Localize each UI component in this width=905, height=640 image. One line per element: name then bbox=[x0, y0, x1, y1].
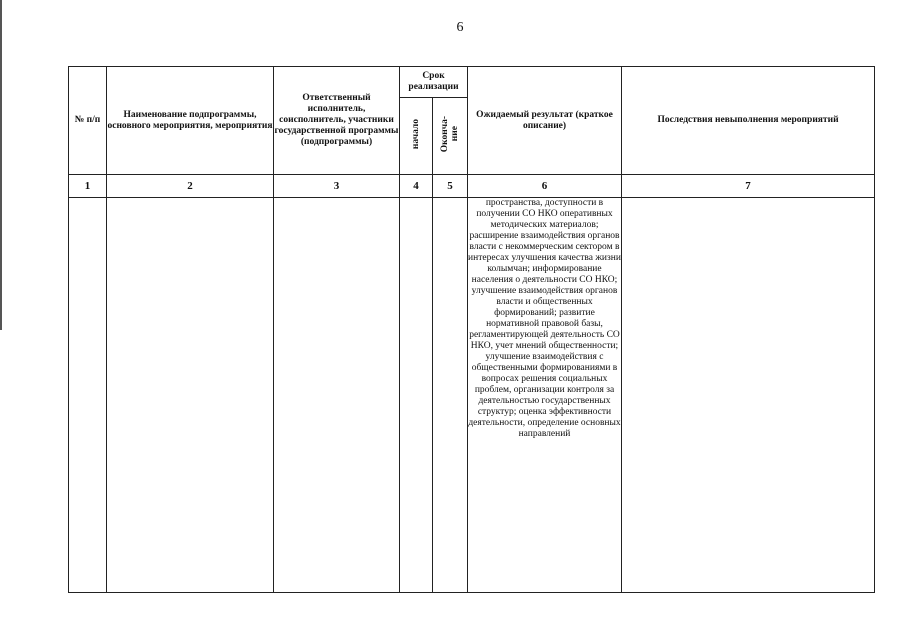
page-edge-rule bbox=[0, 0, 2, 330]
column-number: 7 bbox=[622, 175, 875, 198]
table-row bbox=[69, 198, 875, 593]
column-number: 2 bbox=[107, 175, 274, 198]
column-number: 1 bbox=[69, 175, 107, 198]
header-start-label: начало bbox=[411, 118, 421, 150]
row-cell-name bbox=[107, 198, 274, 593]
header-consequences: Последствия невыполнения мероприятий bbox=[622, 67, 875, 175]
activities-table bbox=[68, 66, 875, 593]
row-cell-number bbox=[69, 198, 107, 593]
header-expected-result: Ожидаемый результат (краткое описание) bbox=[468, 67, 622, 175]
column-number: 4 bbox=[400, 175, 433, 198]
header-row-top bbox=[69, 67, 875, 98]
header-term-group: Срок реализации bbox=[400, 67, 468, 98]
column-number: 3 bbox=[274, 175, 400, 198]
row-cell-expected-result: пространства, доступности в получении СО НКО оперативных методических материалов; расширение взаимодействия органов власти с некоммерческим сектором в интересах улучшения качества жизни колымчан; информирование населения о деятельности СО НКО; улучшение взаимодействия органов власти и общественных формирований; развитие нормативной правовой базы, регламентирующей деятельность СО НКО, учет мнений общественности; улучшение взаимодействия с общественными формированиями в вопросах решения социальных проблем, организации контроля за деятельностью государственных структур; оценка эффективности деятельности, определение основных направлений bbox=[468, 198, 622, 593]
header-end-label: Оконча- ние bbox=[440, 115, 460, 153]
row-cell-end bbox=[433, 198, 468, 593]
row-cell-responsible bbox=[274, 198, 400, 593]
header-end bbox=[433, 98, 468, 175]
column-number: 5 bbox=[433, 175, 468, 198]
row-cell-start bbox=[400, 198, 433, 593]
column-number-row bbox=[69, 175, 875, 198]
page-number: 6 bbox=[456, 20, 464, 35]
header-responsible: Ответственный исполнитель, соисполнитель, участники государственной программы (подпрограммы) bbox=[274, 67, 400, 175]
row-cell-consequences bbox=[622, 198, 875, 593]
header-start bbox=[400, 98, 433, 175]
header-name: Наименование подпрограммы, основного мероприятия, мероприятия bbox=[107, 67, 274, 175]
header-number: № п/п bbox=[69, 67, 107, 175]
column-number: 6 bbox=[468, 175, 622, 198]
